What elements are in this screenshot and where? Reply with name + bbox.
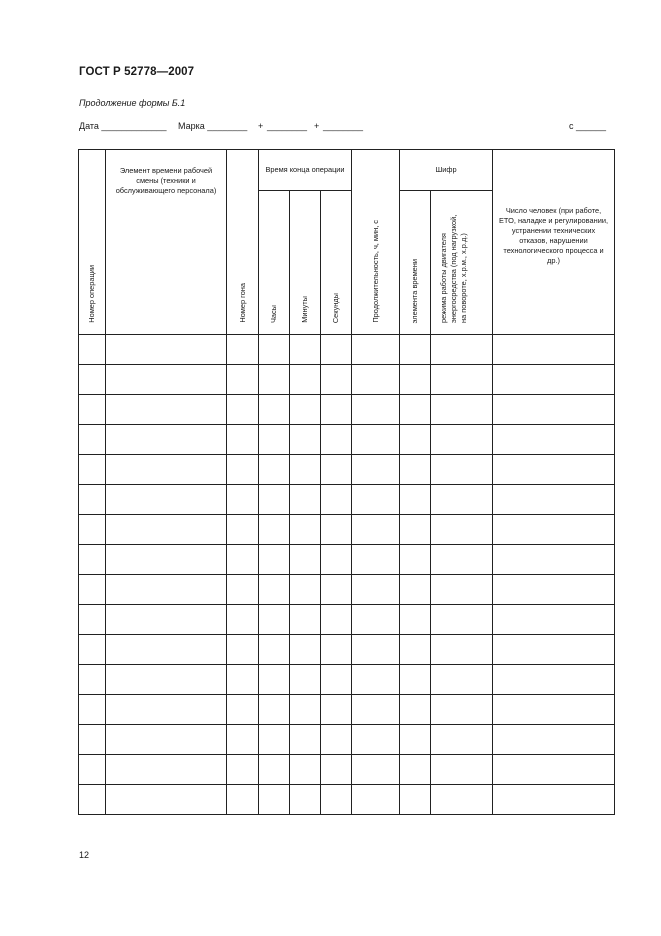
table-cell xyxy=(493,545,615,575)
table-cell xyxy=(321,515,352,545)
table-cell xyxy=(431,605,493,635)
header-op-number: Номер операции xyxy=(79,150,106,335)
table-cell xyxy=(400,725,431,755)
table-cell xyxy=(227,725,259,755)
table-cell xyxy=(259,545,290,575)
table-cell xyxy=(431,755,493,785)
table-cell xyxy=(400,545,431,575)
table-cell xyxy=(431,515,493,545)
table-cell xyxy=(259,695,290,725)
table-cell xyxy=(227,425,259,455)
table-cell xyxy=(106,485,227,515)
table-cell xyxy=(431,485,493,515)
table-cell xyxy=(79,725,106,755)
table-row xyxy=(79,725,615,755)
table-cell xyxy=(321,575,352,605)
table-cell xyxy=(352,545,400,575)
table-cell xyxy=(290,695,321,725)
table-cell xyxy=(227,665,259,695)
header-run-number: Номер гона xyxy=(227,150,259,335)
table-cell xyxy=(493,425,615,455)
table-cell xyxy=(259,665,290,695)
table-cell xyxy=(106,395,227,425)
table-cell xyxy=(259,455,290,485)
table-cell xyxy=(227,335,259,365)
table-cell xyxy=(352,575,400,605)
table-cell xyxy=(79,545,106,575)
table-row xyxy=(79,635,615,665)
table-cell xyxy=(227,395,259,425)
table-cell xyxy=(259,785,290,815)
table-cell xyxy=(352,455,400,485)
table-cell xyxy=(321,695,352,725)
table-cell xyxy=(400,785,431,815)
table-cell xyxy=(431,425,493,455)
separator-plus: + xyxy=(314,121,320,131)
table-cell xyxy=(79,455,106,485)
page-number: 12 xyxy=(79,850,90,860)
table-cell xyxy=(493,695,615,725)
table-cell xyxy=(321,755,352,785)
table-cell xyxy=(290,725,321,755)
table-cell xyxy=(493,785,615,815)
table-cell xyxy=(79,665,106,695)
table-cell xyxy=(259,365,290,395)
table-cell xyxy=(106,635,227,665)
table-row xyxy=(79,455,615,485)
header-minutes: Минуты xyxy=(290,191,321,335)
table-cell xyxy=(352,785,400,815)
form-subtitle: Продолжение формы Б.1 xyxy=(79,98,186,108)
table-cell xyxy=(106,515,227,545)
table-cell xyxy=(352,425,400,455)
brand-field-label: Марка ________ xyxy=(178,121,248,131)
table-cell xyxy=(259,635,290,665)
table-row xyxy=(79,365,615,395)
table-cell xyxy=(321,785,352,815)
table-cell xyxy=(259,575,290,605)
table-cell xyxy=(400,515,431,545)
table-cell xyxy=(227,485,259,515)
table-cell xyxy=(400,455,431,485)
table-cell xyxy=(290,755,321,785)
table-cell xyxy=(79,575,106,605)
table-cell xyxy=(431,575,493,605)
table-cell xyxy=(431,455,493,485)
table-cell xyxy=(400,335,431,365)
table-cell xyxy=(106,755,227,785)
table-cell xyxy=(106,545,227,575)
table-cell xyxy=(106,605,227,635)
table-cell xyxy=(79,515,106,545)
table-cell xyxy=(290,545,321,575)
table-cell xyxy=(321,425,352,455)
table-cell xyxy=(290,485,321,515)
table-cell xyxy=(493,365,615,395)
table-cell xyxy=(400,485,431,515)
table-cell xyxy=(493,575,615,605)
table-cell xyxy=(431,395,493,425)
document-header: ГОСТ Р 52778—2007 xyxy=(79,66,195,78)
table-row xyxy=(79,395,615,425)
table-cell xyxy=(321,485,352,515)
table-cell xyxy=(321,605,352,635)
table-cell xyxy=(400,605,431,635)
table-cell xyxy=(400,665,431,695)
table-cell xyxy=(259,425,290,455)
header-code-element: элемента времени xyxy=(400,191,431,335)
table-row xyxy=(79,485,615,515)
table-cell xyxy=(259,485,290,515)
sheet-field-label: с ______ xyxy=(569,121,607,131)
table-cell xyxy=(493,455,615,485)
table-cell xyxy=(321,635,352,665)
table-cell xyxy=(79,755,106,785)
table-cell xyxy=(400,395,431,425)
table-cell xyxy=(290,425,321,455)
table-cell xyxy=(321,665,352,695)
table-cell xyxy=(79,365,106,395)
table-cell xyxy=(431,365,493,395)
blank-field: ________ xyxy=(267,121,308,131)
table-cell xyxy=(352,395,400,425)
table-row xyxy=(79,335,615,365)
table-cell xyxy=(431,635,493,665)
table-row xyxy=(79,605,615,635)
timing-form-table xyxy=(78,149,615,815)
header-end-time: Время конца операции xyxy=(259,150,352,191)
table-cell xyxy=(493,395,615,425)
table-cell xyxy=(227,575,259,605)
table-cell xyxy=(400,425,431,455)
header-duration: Продолжительность, ч, мин, с xyxy=(352,150,400,335)
table-cell xyxy=(352,485,400,515)
table-cell xyxy=(352,695,400,725)
table-cell xyxy=(352,605,400,635)
table-cell xyxy=(227,755,259,785)
table-cell xyxy=(79,605,106,635)
table-cell xyxy=(227,545,259,575)
table-cell xyxy=(106,785,227,815)
table-cell xyxy=(493,665,615,695)
table-cell xyxy=(259,395,290,425)
table-cell xyxy=(352,365,400,395)
table-cell xyxy=(321,335,352,365)
table-cell xyxy=(227,605,259,635)
table-cell xyxy=(493,755,615,785)
table-cell xyxy=(352,515,400,545)
table-cell xyxy=(227,365,259,395)
table-cell xyxy=(106,455,227,485)
table-row xyxy=(79,755,615,785)
table-cell xyxy=(290,455,321,485)
table-cell xyxy=(431,785,493,815)
table-cell xyxy=(106,425,227,455)
table-cell xyxy=(290,665,321,695)
date-field-label: Дата _____________ xyxy=(79,121,167,131)
table-cell xyxy=(352,335,400,365)
table-cell xyxy=(290,395,321,425)
table-cell xyxy=(321,365,352,395)
header-people-count: Число человек (при работе, ЕТО, наладке и регулировании, устранении технических отказов, нарушении технологического процесса и др.) xyxy=(493,150,615,335)
table-cell xyxy=(290,605,321,635)
table-cell xyxy=(259,605,290,635)
table-cell xyxy=(400,695,431,725)
table-cell xyxy=(259,335,290,365)
table-cell xyxy=(106,665,227,695)
table-cell xyxy=(493,725,615,755)
table-cell xyxy=(431,725,493,755)
table-cell xyxy=(227,785,259,815)
header-hours: Часы xyxy=(259,191,290,335)
table-cell xyxy=(400,575,431,605)
table-cell xyxy=(352,725,400,755)
table-cell xyxy=(493,485,615,515)
blank-field: ________ xyxy=(323,121,364,131)
table-cell xyxy=(290,635,321,665)
table-cell xyxy=(106,725,227,755)
table-cell xyxy=(79,425,106,455)
header-code-engine-mode: режима работы двигателя энергосредства (под нагрузкой, на повороте, х.р.м., х.р.д.) xyxy=(431,191,493,335)
table-row xyxy=(79,515,615,545)
table-cell xyxy=(227,635,259,665)
table-cell xyxy=(227,455,259,485)
header-seconds: Секунды xyxy=(321,191,352,335)
table-cell xyxy=(290,785,321,815)
table-cell xyxy=(493,335,615,365)
table-cell xyxy=(259,755,290,785)
table-cell xyxy=(352,665,400,695)
table-cell xyxy=(227,515,259,545)
table-cell xyxy=(290,575,321,605)
table-body xyxy=(79,335,615,815)
header-element: Элемент времени рабочей смены (техники и обслуживающего персонала) xyxy=(106,150,227,335)
table-cell xyxy=(106,575,227,605)
table-cell xyxy=(79,635,106,665)
separator-plus: + xyxy=(258,121,264,131)
table-cell xyxy=(106,335,227,365)
table-cell xyxy=(290,335,321,365)
table-cell xyxy=(321,395,352,425)
table-cell xyxy=(431,695,493,725)
table-cell xyxy=(290,515,321,545)
table-cell xyxy=(321,545,352,575)
table-cell xyxy=(290,365,321,395)
table-cell xyxy=(400,365,431,395)
table-cell xyxy=(227,695,259,725)
table-cell xyxy=(79,785,106,815)
table-row xyxy=(79,425,615,455)
table-cell xyxy=(321,725,352,755)
table-row xyxy=(79,545,615,575)
table-cell xyxy=(79,335,106,365)
table-row xyxy=(79,695,615,725)
table-cell xyxy=(321,455,352,485)
table-cell xyxy=(79,395,106,425)
table-cell xyxy=(431,545,493,575)
table-cell xyxy=(79,485,106,515)
table-cell xyxy=(79,695,106,725)
table-cell xyxy=(493,635,615,665)
table-cell xyxy=(259,725,290,755)
table-row xyxy=(79,575,615,605)
header-code: Шифр xyxy=(400,150,493,191)
table-cell xyxy=(352,755,400,785)
table-cell xyxy=(259,515,290,545)
table-cell xyxy=(400,635,431,665)
table-cell xyxy=(352,635,400,665)
table-cell xyxy=(431,665,493,695)
table-cell xyxy=(493,515,615,545)
table-row xyxy=(79,665,615,695)
table-cell xyxy=(431,335,493,365)
table-cell xyxy=(106,365,227,395)
table-cell xyxy=(493,605,615,635)
table-cell xyxy=(106,695,227,725)
table-cell xyxy=(400,755,431,785)
table-row xyxy=(79,785,615,815)
